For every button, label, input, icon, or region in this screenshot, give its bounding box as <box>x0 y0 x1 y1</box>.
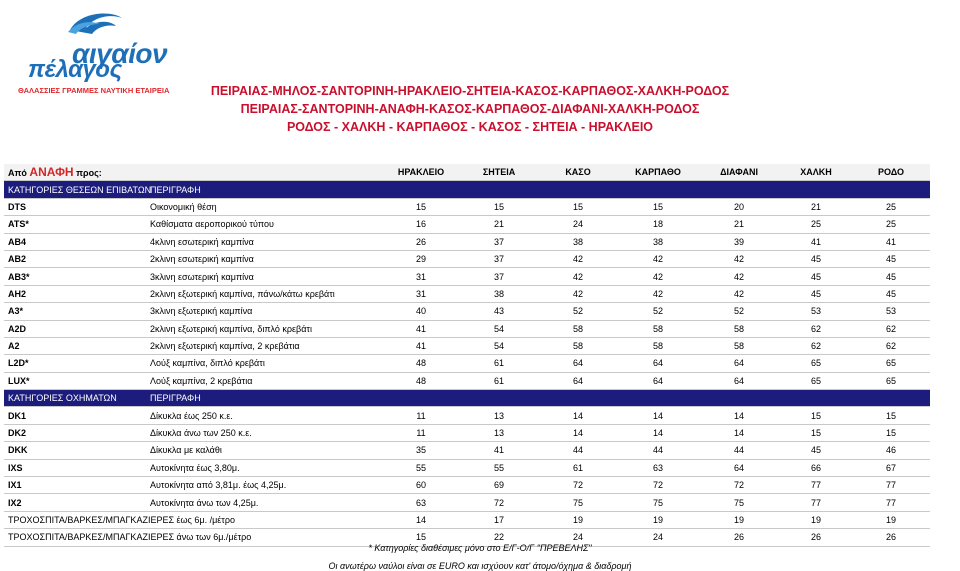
price-cell: 65 <box>852 372 930 389</box>
trailer-description: ΤΡΟΧΟΣΠΙΤΑ/ΒΑΡΚΕΣ/ΜΠΑΓΚΑΖΙΕΡΕΣ έως 6μ. /μέτρο <box>4 511 382 528</box>
price-cell: 58 <box>618 337 698 354</box>
price-cell: 13 <box>460 407 538 424</box>
fare-description: Δίκυκλα άνω των 250 κ.ε. <box>146 424 382 441</box>
price-cell: 58 <box>698 320 780 337</box>
price-cell: 77 <box>780 494 852 511</box>
price-cell: 52 <box>618 303 698 320</box>
passenger-fare-row <box>4 250 930 267</box>
price-cell: 45 <box>852 285 930 302</box>
price-cell: 31 <box>382 285 460 302</box>
price-cell: 19 <box>852 511 930 528</box>
company-logo <box>10 8 170 95</box>
price-cell: 41 <box>852 233 930 250</box>
vehicle-fare-row <box>4 477 930 494</box>
price-cell: 65 <box>780 372 852 389</box>
price-cell: 66 <box>780 459 852 476</box>
price-cell: 75 <box>698 494 780 511</box>
price-cell: 75 <box>538 494 618 511</box>
route-line-1: ΠΕΙΡΑΙΑΣ-ΜΗΛΟΣ-ΣΑΝΤΟΡΙΝΗ-ΗΡΑΚΛΕΙΟ-ΣΗΤΕΙΑ-ΚΑΣΟΣ-ΚΑΡΠΑΘΟΣ-ΧΑΛΚΗ-ΡΟΔΟΣ <box>210 84 730 98</box>
fare-description: Αυτοκίνητα έως 3,80μ. <box>146 459 382 476</box>
description-label: ΠΕΡΙΓΡΑΦΗ <box>146 181 930 198</box>
price-cell: 42 <box>618 250 698 267</box>
price-cell: 64 <box>538 355 618 372</box>
price-cell: 25 <box>780 216 852 233</box>
price-cell: 77 <box>852 494 930 511</box>
price-cell: 75 <box>618 494 698 511</box>
fare-code: DK1 <box>4 407 146 424</box>
price-cell: 45 <box>852 250 930 267</box>
price-cell: 25 <box>852 216 930 233</box>
price-cell: 72 <box>618 477 698 494</box>
price-cell: 64 <box>698 459 780 476</box>
fare-code: AH2 <box>4 285 146 302</box>
price-cell: 24 <box>618 529 698 546</box>
price-cell: 54 <box>460 337 538 354</box>
price-cell: 15 <box>382 198 460 215</box>
price-cell: 40 <box>382 303 460 320</box>
price-cell: 45 <box>780 442 852 459</box>
price-cell: 39 <box>698 233 780 250</box>
trailer-description: ΤΡΟΧΟΣΠΙΤΑ/ΒΑΡΚΕΣ/ΜΠΑΓΚΑΖΙΕΡΕΣ άνω των 6μ./μέτρο <box>4 529 382 546</box>
price-cell: 22 <box>460 529 538 546</box>
price-cell: 19 <box>538 511 618 528</box>
price-cell: 42 <box>618 285 698 302</box>
price-cell: 14 <box>538 407 618 424</box>
price-cell: 45 <box>780 268 852 285</box>
price-cell: 62 <box>852 320 930 337</box>
price-cell: 25 <box>852 198 930 215</box>
price-cell: 54 <box>460 320 538 337</box>
fare-code: A3* <box>4 303 146 320</box>
price-cell: 58 <box>538 320 618 337</box>
price-cell: 72 <box>538 477 618 494</box>
to-suffix: προς: <box>76 168 102 179</box>
price-cell: 63 <box>382 494 460 511</box>
price-cell: 42 <box>698 285 780 302</box>
origin-port: ΑΝΑΦΗ <box>29 165 74 180</box>
fare-code: ATS* <box>4 216 146 233</box>
table-header-row <box>4 164 930 181</box>
price-cell: 38 <box>618 233 698 250</box>
route-line-2: ΠΕΙΡΑΙΑΣ-ΣΑΝΤΟΡΙΝΗ-ΑΝΑΦΗ-ΚΑΣΟΣ-ΚΑΡΠΑΘΟΣ-ΔΙΑΦΑΝΙ-ΧΑΛΚΗ-ΡΟΔΟΣ <box>240 102 700 116</box>
logo-word-aigaion: αιγαίον <box>72 38 168 69</box>
fare-description: Λούξ καμπίνα, διπλό κρεβάτι <box>146 355 382 372</box>
fare-description: 2κλινη εξωτερική καμπίνα, 2 κρεβάτια <box>146 337 382 354</box>
fare-description: Δίκυκλα με καλάθι <box>146 442 382 459</box>
fare-table-body <box>4 164 930 546</box>
price-cell: 19 <box>618 511 698 528</box>
price-cell: 14 <box>382 511 460 528</box>
trailer-fare-row <box>4 511 930 528</box>
price-cell: 45 <box>780 250 852 267</box>
price-cell: 35 <box>382 442 460 459</box>
price-cell: 53 <box>852 303 930 320</box>
fare-code: A2 <box>4 337 146 354</box>
fare-description: Δίκυκλα έως 250 κ.ε. <box>146 407 382 424</box>
price-cell: 18 <box>618 216 698 233</box>
price-cell: 65 <box>780 355 852 372</box>
vehicle-fare-row <box>4 494 930 511</box>
price-cell: 26 <box>382 233 460 250</box>
fare-description: 2κλινη εσωτερική καμπίνα <box>146 250 382 267</box>
price-cell: 42 <box>698 250 780 267</box>
price-cell: 41 <box>382 320 460 337</box>
origin-cell <box>4 164 382 181</box>
price-cell: 72 <box>460 494 538 511</box>
fare-code: IXS <box>4 459 146 476</box>
passenger-fare-row <box>4 216 930 233</box>
vehicle-category-bar <box>4 390 930 407</box>
vehicle-fare-row <box>4 424 930 441</box>
price-cell: 61 <box>538 459 618 476</box>
price-cell: 42 <box>538 268 618 285</box>
price-cell: 64 <box>538 372 618 389</box>
vehicle-fare-row <box>4 442 930 459</box>
passenger-fare-row <box>4 198 930 215</box>
fare-description: 3κλινη εξωτερική καμπίνα <box>146 303 382 320</box>
price-cell: 60 <box>382 477 460 494</box>
price-cell: 24 <box>538 216 618 233</box>
price-cell: 64 <box>618 355 698 372</box>
price-cell: 65 <box>852 355 930 372</box>
from-prefix: Από <box>8 168 27 179</box>
price-cell: 44 <box>538 442 618 459</box>
price-cell: 21 <box>780 198 852 215</box>
destination-chalki: ΧΑΛΚΗ <box>780 164 852 181</box>
price-cell: 48 <box>382 355 460 372</box>
price-cell: 58 <box>538 337 618 354</box>
logo-word-pelagos: πέλαγος <box>28 56 122 83</box>
fare-code: L2D* <box>4 355 146 372</box>
destination-siteia: ΣΗΤΕΙΑ <box>460 164 538 181</box>
route-line-3: ΡΟΔΟΣ - ΧΑΛΚΗ - ΚΑΡΠΑΘΟΣ - ΚΑΣΟΣ - ΣΗΤΕΙΑ - ΗΡΑΚΛΕΙΟ <box>286 120 654 134</box>
price-cell: 62 <box>852 337 930 354</box>
destination-kasos: ΚΑΣΟ <box>538 164 618 181</box>
price-cell: 52 <box>538 303 618 320</box>
price-cell: 14 <box>618 407 698 424</box>
fare-code: AB4 <box>4 233 146 250</box>
category-label: ΚΑΤΗΓΟΡΙΕΣ ΘΕΣΕΩΝ ΕΠΙΒΑΤΩΝ <box>4 181 146 198</box>
price-cell: 64 <box>698 372 780 389</box>
fare-code: LUX* <box>4 372 146 389</box>
fare-description: 2κλινη εξωτερική καμπίνα, διπλό κρεβάτι <box>146 320 382 337</box>
price-cell: 69 <box>460 477 538 494</box>
price-cell: 44 <box>618 442 698 459</box>
passenger-fare-row <box>4 268 930 285</box>
price-cell: 24 <box>538 529 618 546</box>
note-availability: * Κατηγορίες διαθέσιμες μόνο στο Ε/Γ-Ο/Γ "ΠΡΕΒΕΛΗΣ" <box>368 543 592 553</box>
price-cell: 77 <box>852 477 930 494</box>
price-cell: 14 <box>618 424 698 441</box>
price-cell: 20 <box>698 198 780 215</box>
passenger-fare-row <box>4 285 930 302</box>
route-titles <box>150 82 790 136</box>
destination-karpathos: ΚΑΡΠΑΘΟ <box>618 164 698 181</box>
price-cell: 55 <box>382 459 460 476</box>
price-cell: 37 <box>460 250 538 267</box>
passenger-fare-row <box>4 355 930 372</box>
price-cell: 41 <box>780 233 852 250</box>
fare-code: A2D <box>4 320 146 337</box>
price-cell: 15 <box>382 529 460 546</box>
price-cell: 15 <box>780 424 852 441</box>
price-cell: 41 <box>382 337 460 354</box>
price-cell: 14 <box>698 407 780 424</box>
price-cell: 63 <box>618 459 698 476</box>
price-cell: 46 <box>852 442 930 459</box>
price-cell: 15 <box>852 407 930 424</box>
fare-description: Λούξ καμπίνα, 2 κρεβάτια <box>146 372 382 389</box>
price-cell: 42 <box>618 268 698 285</box>
price-cell: 15 <box>780 407 852 424</box>
fare-description: 3κλινη εσωτερική καμπίνα <box>146 268 382 285</box>
description-label: ΠΕΡΙΓΡΑΦΗ <box>146 390 930 407</box>
price-cell: 43 <box>460 303 538 320</box>
price-cell: 55 <box>460 459 538 476</box>
price-cell: 26 <box>780 529 852 546</box>
passenger-fare-row <box>4 303 930 320</box>
price-cell: 48 <box>382 372 460 389</box>
destination-heraklion: ΗΡΑΚΛΕΙΟ <box>382 164 460 181</box>
vehicle-fare-row <box>4 459 930 476</box>
price-cell: 61 <box>460 372 538 389</box>
price-cell: 38 <box>460 285 538 302</box>
logo-subtitle: ΘΑΛΑΣΣΙΕΣ ΓΡΑΜΜΕΣ ΝΑΥΤΙΚΗ ΕΤΑΙΡΕΙΑ <box>18 86 170 95</box>
price-cell: 11 <box>382 424 460 441</box>
destination-rhodes: ΡΟΔΟ <box>852 164 930 181</box>
fare-description: Αυτοκίνητα άνω των 4,25μ. <box>146 494 382 511</box>
destination-diafani: ΔΙΑΦΑΝΙ <box>698 164 780 181</box>
fare-code: AB3* <box>4 268 146 285</box>
price-cell: 77 <box>780 477 852 494</box>
fare-code: DTS <box>4 198 146 215</box>
fare-code: IX2 <box>4 494 146 511</box>
fare-table <box>4 164 930 547</box>
fare-code: AB2 <box>4 250 146 267</box>
fare-description: 4κλινη εσωτερική καμπίνα <box>146 233 382 250</box>
price-cell: 15 <box>852 424 930 441</box>
category-label: ΚΑΤΗΓΟΡΙΕΣ ΟΧΗΜΑΤΩΝ <box>4 390 146 407</box>
price-cell: 67 <box>852 459 930 476</box>
price-cell: 37 <box>460 233 538 250</box>
price-cell: 41 <box>460 442 538 459</box>
vehicle-fare-row <box>4 407 930 424</box>
price-cell: 45 <box>852 268 930 285</box>
passenger-fare-row <box>4 372 930 389</box>
passenger-fare-row <box>4 320 930 337</box>
price-cell: 44 <box>698 442 780 459</box>
price-cell: 21 <box>698 216 780 233</box>
price-cell: 17 <box>460 511 538 528</box>
fare-code: DK2 <box>4 424 146 441</box>
price-cell: 52 <box>698 303 780 320</box>
price-cell: 62 <box>780 337 852 354</box>
price-cell: 37 <box>460 268 538 285</box>
fare-description: Οικονομική θέση <box>146 198 382 215</box>
price-cell: 42 <box>538 285 618 302</box>
price-cell: 58 <box>698 337 780 354</box>
price-cell: 61 <box>460 355 538 372</box>
note-currency: Οι ανωτέρω ναύλοι είναι σε EURO και ισχύουν κατ' άτομο/όχημα & διαδρομή <box>328 561 632 571</box>
passenger-category-bar <box>4 181 930 198</box>
fare-code: DKK <box>4 442 146 459</box>
price-cell: 64 <box>698 355 780 372</box>
fare-description: Αυτοκίνητα από 3,81μ. έως 4,25μ. <box>146 477 382 494</box>
price-cell: 26 <box>852 529 930 546</box>
price-cell: 15 <box>460 198 538 215</box>
price-cell: 14 <box>538 424 618 441</box>
price-cell: 45 <box>780 285 852 302</box>
price-cell: 42 <box>698 268 780 285</box>
price-cell: 29 <box>382 250 460 267</box>
price-cell: 14 <box>698 424 780 441</box>
price-cell: 42 <box>538 250 618 267</box>
price-cell: 13 <box>460 424 538 441</box>
price-cell: 64 <box>618 372 698 389</box>
price-cell: 16 <box>382 216 460 233</box>
price-cell: 62 <box>780 320 852 337</box>
price-cell: 21 <box>460 216 538 233</box>
price-cell: 58 <box>618 320 698 337</box>
price-cell: 15 <box>538 198 618 215</box>
price-cell: 19 <box>780 511 852 528</box>
price-cell: 11 <box>382 407 460 424</box>
price-cell: 38 <box>538 233 618 250</box>
price-cell: 53 <box>780 303 852 320</box>
price-cell: 15 <box>618 198 698 215</box>
price-cell: 31 <box>382 268 460 285</box>
fare-code: IX1 <box>4 477 146 494</box>
fare-description: Καθίσματα αεροπορικού τύπου <box>146 216 382 233</box>
fare-description: 2κλινη εξωτερική καμπίνα, πάνω/κάτω κρεβάτι <box>146 285 382 302</box>
passenger-fare-row <box>4 337 930 354</box>
price-cell: 72 <box>698 477 780 494</box>
price-cell: 26 <box>698 529 780 546</box>
price-cell: 19 <box>698 511 780 528</box>
passenger-fare-row <box>4 233 930 250</box>
